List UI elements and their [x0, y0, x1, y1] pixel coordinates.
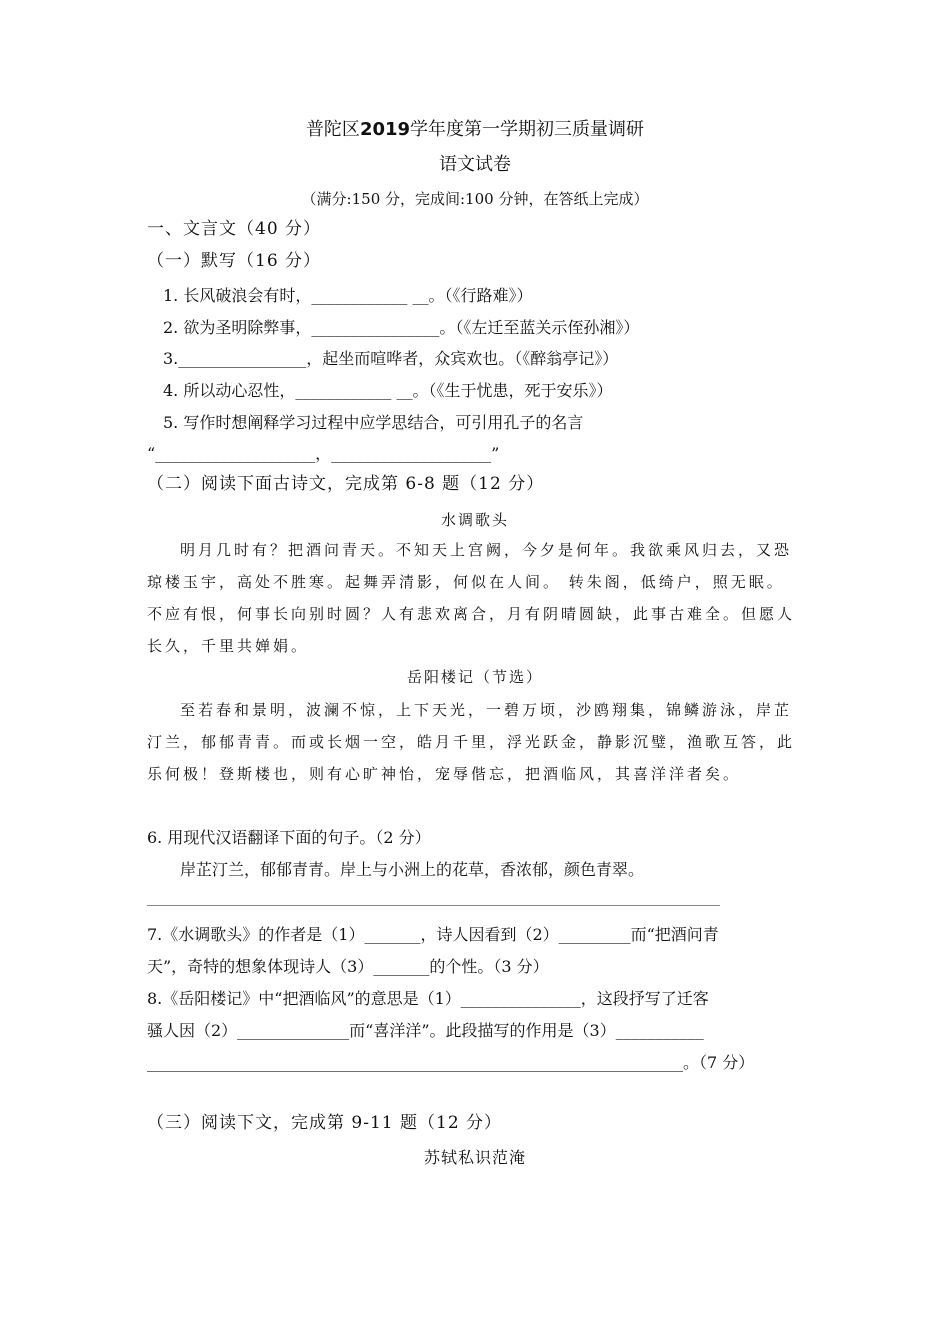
- poem-line: 长久，千里共婵娟。: [147, 637, 310, 655]
- question-7-line: 7.《水调歌头》的作者是（1）_______，诗人因看到（2）_________而“把酒问青: [147, 925, 719, 944]
- prose-line: 汀兰，郁郁青青。而或长烟一空，皓月千里，浮光跃金，静影沉璧，渔歌互答，此: [147, 733, 796, 751]
- part-title: （三）阅读下文，完成第 9-11 题（12 分）: [147, 1113, 503, 1133]
- exam-subtitle: 语文试卷: [439, 154, 511, 175]
- exam-title: 普陀区2019学年度第一学期初三质量调研: [305, 119, 645, 140]
- question-8-line: 8.《岳阳楼记》中“把酒临风”的意思是（1）_______________，这段抒写了迁客: [147, 989, 709, 1008]
- question-6: 6. 用现代汉语翻译下面的句子。（2 分）: [147, 828, 431, 847]
- poem-line: 琼楼玉宇，高处不胜寒。起舞弄清影，何似在人间。 转朱阁，低绮户，照无眠。: [147, 573, 785, 591]
- question-7-line: 天”，奇特的想象体现诗人（3）_______的个性。（3 分）: [147, 957, 549, 976]
- poem-line: 不应有恨，何事长向别时圆？人有悲欢离合，月有阴晴圆缺，此事古难全。但愿人: [147, 605, 796, 623]
- question-6-answer: 岸芷汀兰，郁郁青青。岸上与小洲上的花草，香浓郁，颜色青翠。: [180, 860, 645, 879]
- poem-line: 明月几时有？把酒问青天。不知天上宫阙，今夕是何年。我欲乘风归去，又恐: [180, 541, 793, 559]
- question-item-continuation: “____________________，____________________”: [147, 444, 500, 463]
- prose-line: 乐何极！登斯楼也，则有心旷神怡，宠辱偕忘，把酒临风，其喜洋洋者矣。: [147, 765, 742, 783]
- question-item: 5. 写作时想阐释学习过程中应学思结合，可引用孔子的名言: [163, 413, 584, 432]
- question-item: 4. 所以动心忍性，____________ __。（《生于忧患，死于安乐》）: [163, 381, 613, 400]
- question-8-line: 骚人因（2）______________而“喜洋洋”。此段描写的作用是（3）___________: [147, 1021, 704, 1040]
- question-item: 1. 长风破浪会有时，____________ __。（《行路难》）: [163, 286, 533, 305]
- question-item: 2. 欲为圣明除弊事，________________。（《左迁至蓝关示侄孙湘》）: [163, 318, 640, 337]
- prose-line: 至若春和景明，波澜不惊，上下天光，一碧万顷，沙鸥翔集，锦鳞游泳，岸芷: [180, 701, 793, 719]
- part-title: （二）阅读下面古诗文，完成第 6-8 题（12 分）: [147, 474, 545, 494]
- section-title: 一、文言文（40 分）: [147, 219, 322, 239]
- poem-title: 水调歌头: [440, 511, 509, 529]
- answer-line: [147, 905, 720, 906]
- passage-title: 苏轼私识范淹: [423, 1148, 526, 1167]
- part-title: （一）默写（16 分）: [147, 251, 322, 271]
- question-8-line: ___________________________________________________________________。（7 分）: [147, 1053, 755, 1072]
- prose-title: 岳阳楼记（节选）: [406, 668, 543, 686]
- question-item: 3.________________，起坐而喧哗者，众宾欢也。（《醉翁亭记》）: [163, 349, 619, 368]
- exam-note: （满分:150 分，完成间:100 分钟，在答纸上完成）: [301, 190, 649, 208]
